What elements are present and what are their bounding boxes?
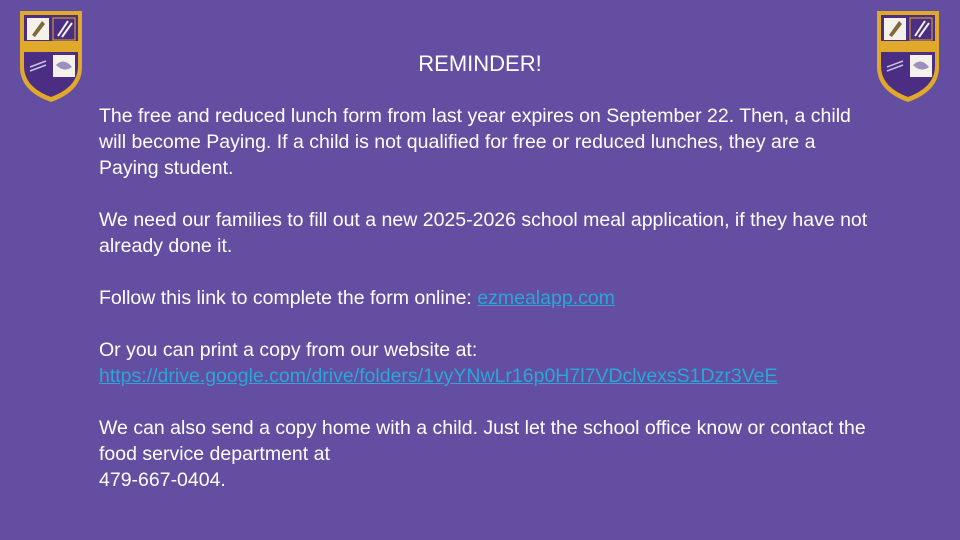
online-link-label: Follow this link to complete the form online: [99, 287, 478, 309]
paragraph-contact [99, 415, 869, 493]
paragraph-print-copy [99, 337, 869, 389]
slide-body [99, 103, 869, 519]
slide-title: REMINDER! [418, 51, 542, 76]
contact-phone: 479-667-0404. [99, 469, 226, 491]
paragraph-new-application: We need our families to fill out a new 2025-2026 school meal application, if they have not already done it. [99, 209, 868, 257]
paragraph-online-link [99, 285, 869, 311]
paragraph-form-expiry: The free and reduced lunch form from last year expires on September 22. Then, a child will become Paying. If a child is not qualified for free or reduced lunches, they are a Paying student. [99, 105, 851, 179]
drive-folder-link[interactable]: https://drive.google.com/drive/folders/1vyYNwLr16p0H7l7VDclvexsS1Dzr3VeE [99, 365, 778, 387]
ezmealapp-link[interactable]: ezmealapp.com [477, 287, 615, 309]
contact-text: We can also send a copy home with a child. Just let the school office know or contact the food service department at [99, 417, 866, 465]
print-copy-label: Or you can print a copy from our website at: [99, 339, 478, 361]
